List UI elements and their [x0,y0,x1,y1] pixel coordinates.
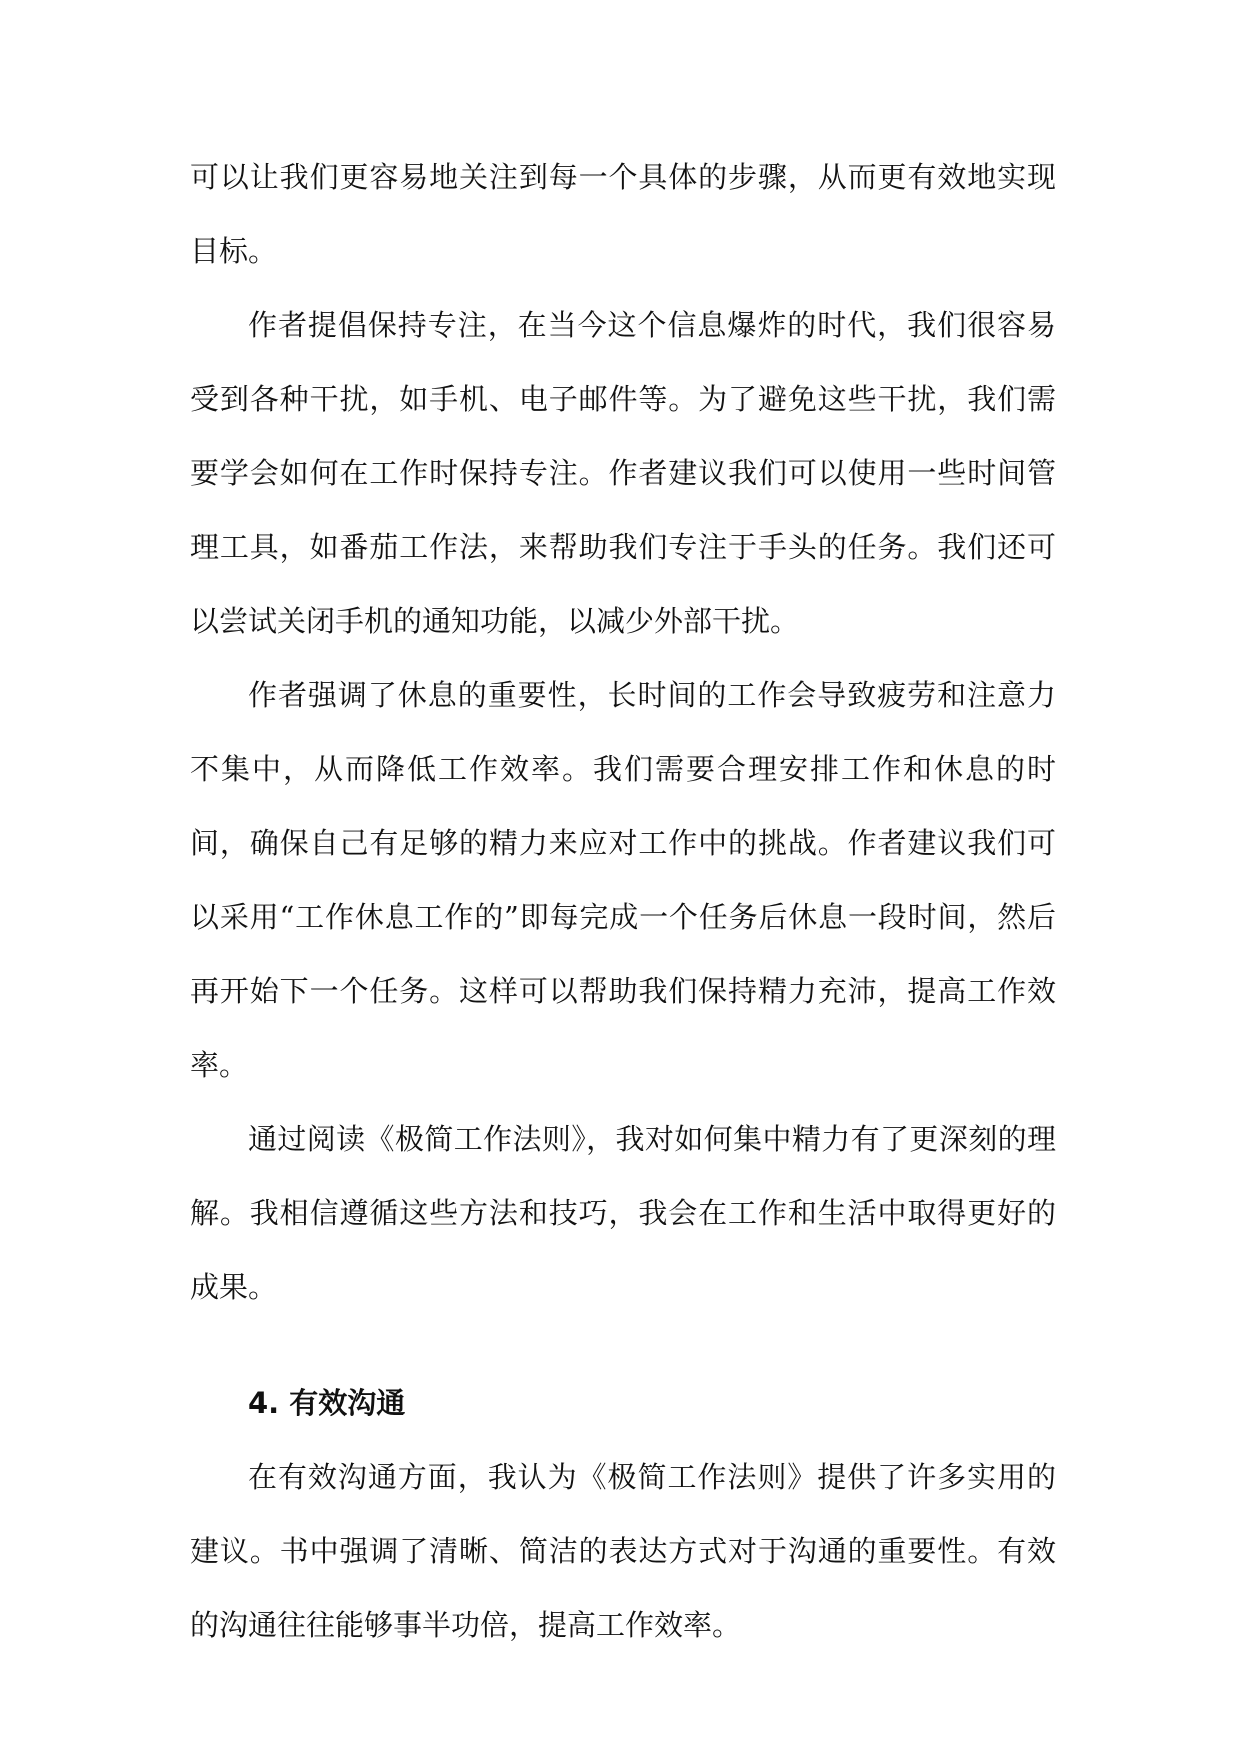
section-heading [190,1366,1056,1440]
paragraph-summary: 通过阅读《极简工作法则》，我对如何集中精力有了更深刻的理解。我相信遵循这些方法和技巧，我会在工作和生活中取得更好的成果。 [190,1122,1056,1304]
section-title: 有效沟通 [289,1386,406,1420]
document-body [190,140,1056,1662]
paragraph-rest: 作者强调了休息的重要性，长时间的工作会导致疲劳和注意力不集中，从而降低工作效率。我们需要合理安排工作和休息的时间，确保自己有足够的精力来应对工作中的挑战。作者建议我们可以采用“工作休息工作的”即每完成一个任务后休息一段时间，然后再开始下一个任务。这样可以帮助我们保持精力充沛，提高工作效率。 [190,678,1056,1082]
paragraph-communication: 在有效沟通方面，我认为《极简工作法则》提供了许多实用的建议。书中强调了清晰、简洁的表达方式对于沟通的重要性。有效的沟通往往能够事半功倍，提高工作效率。 [190,1460,1056,1642]
section-number: 4. [248,1386,280,1420]
paragraph-focus: 作者提倡保持专注，在当今这个信息爆炸的时代，我们很容易受到各种干扰，如手机、电子邮件等。为了避免这些干扰，我们需要学会如何在工作时保持专注。作者建议我们可以使用一些时间管理工具，如番茄工作法，来帮助我们专注于手头的任务。我们还可以尝试关闭手机的通知功能，以减少外部干扰。 [190,308,1056,638]
paragraph-continuation: 可以让我们更容易地关注到每一个具体的步骤，从而更有效地实现目标。 [190,160,1056,268]
